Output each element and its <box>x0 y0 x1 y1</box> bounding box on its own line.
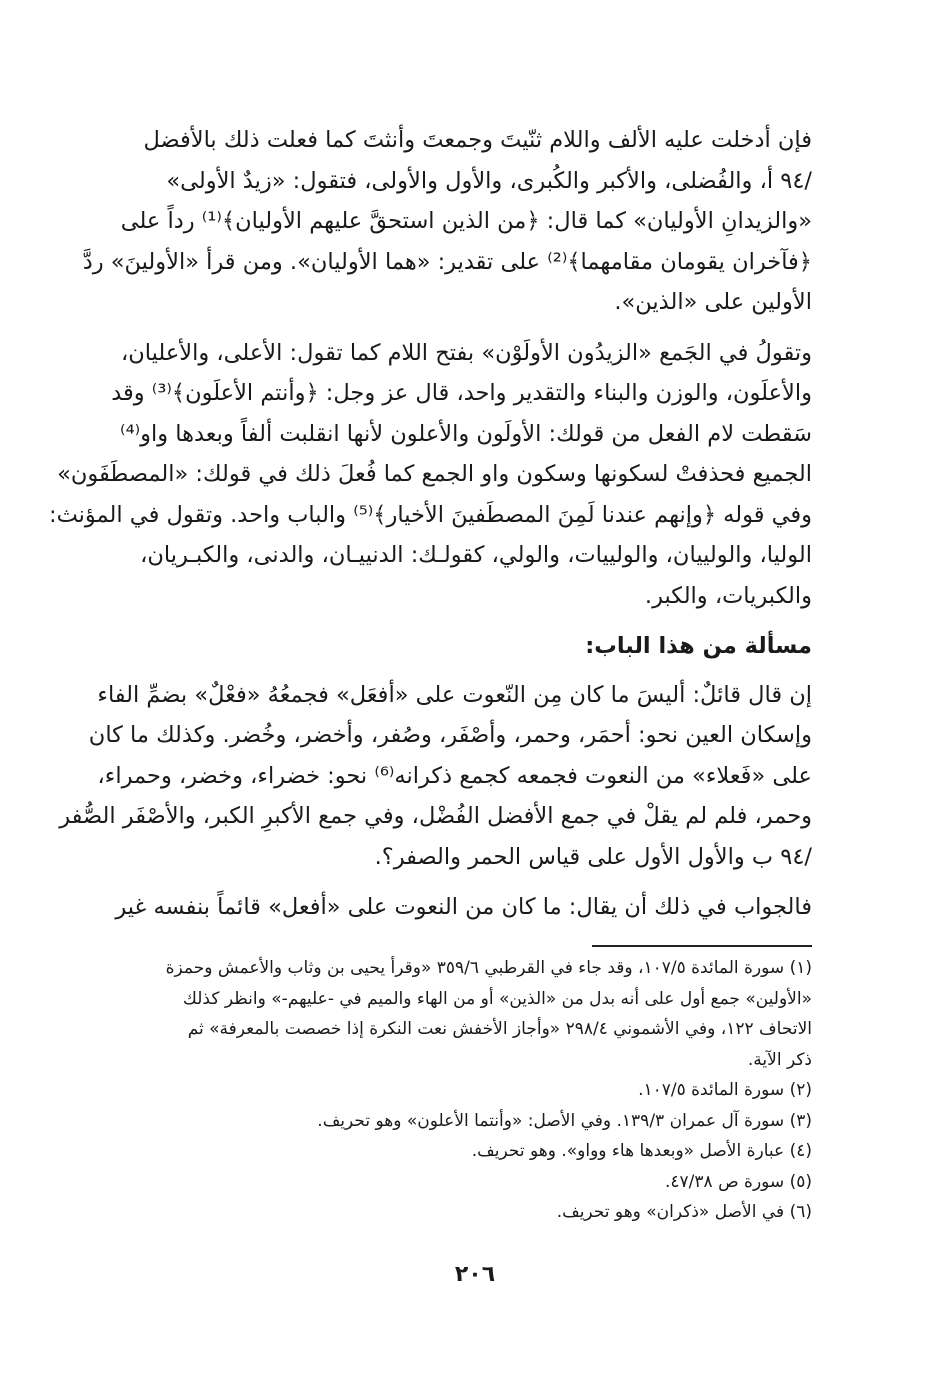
text-line: فالجواب في ذلك أن يقال: ما كان من النعوت على «أفعل» قائماً بنفسه غير <box>115 894 812 920</box>
text-line: الجميع فحذفتْ لسكونها وسكون واو الجمع كما فُعلَ ذلك في قولك: «المصطَفَون» <box>57 461 812 487</box>
paragraph-3 <box>59 675 812 878</box>
footnote-line: (٣) سورة آل عمران ١٣٩/٣. وفي الأصل: «وأنتما الأعلون» وهو تحريف. <box>317 1110 812 1131</box>
paragraph-4 <box>96 887 812 928</box>
footnote-line: (٢) سورة المائدة ١٠٧/٥. <box>638 1080 812 1100</box>
text-line: وحمر، فلم لم يقلْ في جمع الأفضل الفُضْل، وفي جمع الأكبرِ الكبر، والأصْفَر الصُّفر <box>59 803 812 829</box>
paragraph-2 <box>48 333 812 617</box>
text-line: والكبريات، والكبر. <box>644 582 812 609</box>
text-line: وفي قوله ﴿وإنهم عندنا لَمِنَ المصطَفينَ الأخيار﴾⁽⁵⁾ والباب واحد. وتقول في المؤنث: <box>48 501 812 528</box>
text-line: على «فَعلاء» من النعوت فجمعه كجمع ذكرانه⁽⁶⁾ نحو: خضراء، وخضر، وحمراء، <box>97 762 812 789</box>
section-heading: مسألة من هذا الباب: <box>585 633 812 659</box>
text-line: الأولين على «الذين». <box>614 289 812 315</box>
page-number: ٢٠٦ <box>454 1262 496 1287</box>
footnote-line: (٦) في الأصل «ذكران» وهو تحريف. <box>556 1202 812 1222</box>
footnote-line: الاتحاف ١٢٢، وفي الأشموني ٢٩٨/٤ «وأجاز الأخفش نعت النكرة إذا خصصت بالمعرفة» ثم <box>187 1019 812 1039</box>
text-line: والأعلَون، والوزن والبناء والتقدير واحد، قال عز وجل: ﴿وأنتم الأعلَون﴾⁽³⁾ وقد <box>111 380 812 406</box>
text-line: /٩٤ أ، والفُضلى، والأكبر والكُبرى، والأول والأولى، فتقول: «زيدٌ الأولى» <box>166 167 812 194</box>
text-line: إن قال قائلٌ: أليسَ ما كان مِن النّعوت على «أفعَل» فجمعُهُ «فعْلٌ» بضمِّ الفاء <box>97 681 812 708</box>
footnotes <box>96 953 812 1228</box>
text-line: فإن أدخلت عليه الألف واللام ثنّيتَ وجمعتَ وأنثتَ كما فعلت ذلك بالأفضل <box>143 127 812 153</box>
main-text <box>48 120 812 938</box>
text-line: وتقولُ في الجَمع «الزيدُون الأولَوْن» بفتح اللام كما تقول: الأعلى، والأعليان، <box>120 339 812 366</box>
footnote-line: (١) سورة المائدة ١٠٧/٥، وقد جاء في القرطبي ٣٥٩/٦ «وقرأ يحيى بن وثاب والأعمش وحمزة <box>165 958 812 978</box>
footnote-divider <box>592 945 812 947</box>
paragraph-1 <box>82 120 812 323</box>
text-line: الوليا، والولييان، والولييات، والولي، كقولـك: الدنييـان، والدنى، والكبـريان، <box>140 542 812 568</box>
text-line: وإسكان العين نحو: أحمَر، وحمر، وأصْفَر، وصُفر، وأخضر، وخُضر. وكذلك ما كان <box>88 722 812 748</box>
footnote-line: ذكر الآية. <box>747 1049 812 1070</box>
footnote-line: «الأولين» جمع أول على أنه بدل من «الذين» أو من الهاء والميم في -عليهم-» وانظر كذلك <box>182 988 812 1009</box>
text-line: /٩٤ ب والأول الأول على قياس الحمر والصفر؟. <box>374 843 812 870</box>
footnote-line: (٥) سورة ص ٤٧/٣٨. <box>665 1171 812 1192</box>
footnote-line: (٤) عبارة الأصل «وبعدها هاء وواو». وهو تحريف. <box>471 1141 812 1161</box>
text-line: «والزيدانِ الأوليان» كما قال: ﴿من الذين استحقَّ عليهم الأوليان﴾⁽¹⁾ رداً على <box>120 208 812 234</box>
text-line: ﴿فآخران يقومان مقامهما﴾⁽²⁾ على تقدير: «هما الأوليان». ومن قرأ «الأولينَ» ردَّ <box>82 248 812 275</box>
text-line: سَقطت لام الفعل من قولك: الأولَون والأعلون لأنها انقلبت ألفاً وبعدها واو⁽⁴⁾ <box>120 420 812 447</box>
